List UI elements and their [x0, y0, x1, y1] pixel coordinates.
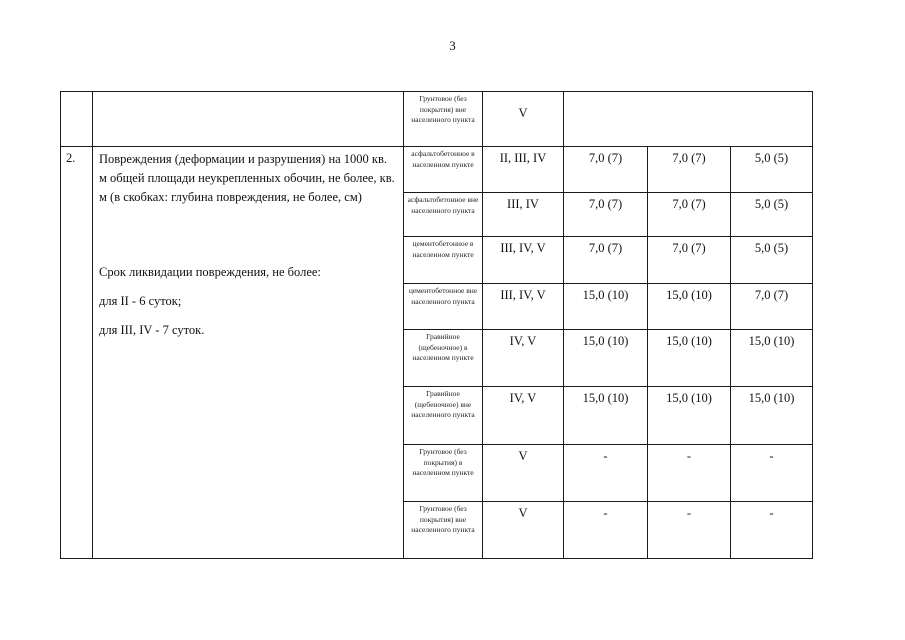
coverage-cell: асфальтобетонное вне населенного пункта: [404, 193, 483, 237]
coverage-cell: Грунтовое (без покрытия) вне населенного пункта: [404, 92, 483, 147]
value-cell: 5,0 (5): [731, 147, 813, 193]
page-number: 3: [449, 38, 456, 53]
value-cell: -: [731, 502, 813, 559]
category-cell: III, IV, V: [483, 284, 564, 330]
coverage-cell: Гравийное (щебеночное) вне населенного пункта: [404, 387, 483, 445]
coverage-cell: цементобетонное вне населенного пункта: [404, 284, 483, 330]
value-cell: 5,0 (5): [731, 237, 813, 284]
value-cell: 7,0 (7): [648, 193, 731, 237]
number-cell-empty: [61, 92, 93, 147]
value-cell: 7,0 (7): [648, 147, 731, 193]
value-cell: -: [648, 445, 731, 502]
deadline-title: Срок ликвидации повреждения, не более:: [99, 265, 321, 279]
value-cell: -: [731, 445, 813, 502]
value-cell: 5,0 (5): [731, 193, 813, 237]
category-cell: V: [483, 502, 564, 559]
coverage-cell: Грунтовое (без покрытия) в населенном пункте: [404, 445, 483, 502]
category-cell: II, III, IV: [483, 147, 564, 193]
item-number: 2.: [61, 147, 93, 559]
category-cell: IV, V: [483, 387, 564, 445]
table-row-continuation: [61, 92, 813, 147]
value-cell: 7,0 (7): [564, 237, 648, 284]
value-cell: 15,0 (10): [564, 387, 648, 445]
value-cell: 15,0 (10): [731, 330, 813, 387]
value-cell: -: [648, 502, 731, 559]
coverage-cell: Гравийное (щебеночное) в населенном пункте: [404, 330, 483, 387]
table-row: [61, 147, 813, 193]
value-cell: 15,0 (10): [648, 330, 731, 387]
description-cell-empty: [93, 92, 404, 147]
values-cell-empty: [564, 92, 813, 147]
deadline-category-iii-iv: для III, IV - 7 суток.: [99, 323, 205, 337]
value-cell: 15,0 (10): [648, 284, 731, 330]
deadline-category-ii: для II - 6 суток;: [99, 294, 182, 308]
coverage-cell: Грунтовое (без покрытия) вне населенного пункта: [404, 502, 483, 559]
value-cell: 7,0 (7): [564, 193, 648, 237]
value-cell: 15,0 (10): [564, 284, 648, 330]
category-cell: V: [483, 92, 564, 147]
value-cell: 15,0 (10): [648, 387, 731, 445]
category-cell: III, IV: [483, 193, 564, 237]
coverage-cell: асфальтобетонное в населенном пункте: [404, 147, 483, 193]
value-cell: 7,0 (7): [564, 147, 648, 193]
requirements-table: [60, 91, 813, 559]
value-cell: 15,0 (10): [564, 330, 648, 387]
value-cell: -: [564, 502, 648, 559]
item-description: Повреждения (деформации и разрушения) на 1000 кв. м общей площади неукрепленных обочин, не более, кв. м (в скобках: глубина повреждения, не более, см): [99, 152, 395, 204]
category-cell: III, IV, V: [483, 237, 564, 284]
value-cell: -: [564, 445, 648, 502]
value-cell: 7,0 (7): [648, 237, 731, 284]
item-description-cell: [93, 147, 404, 559]
coverage-cell: цементобетонное в населенном пункте: [404, 237, 483, 284]
category-cell: V: [483, 445, 564, 502]
category-cell: IV, V: [483, 330, 564, 387]
value-cell: 15,0 (10): [731, 387, 813, 445]
value-cell: 7,0 (7): [731, 284, 813, 330]
